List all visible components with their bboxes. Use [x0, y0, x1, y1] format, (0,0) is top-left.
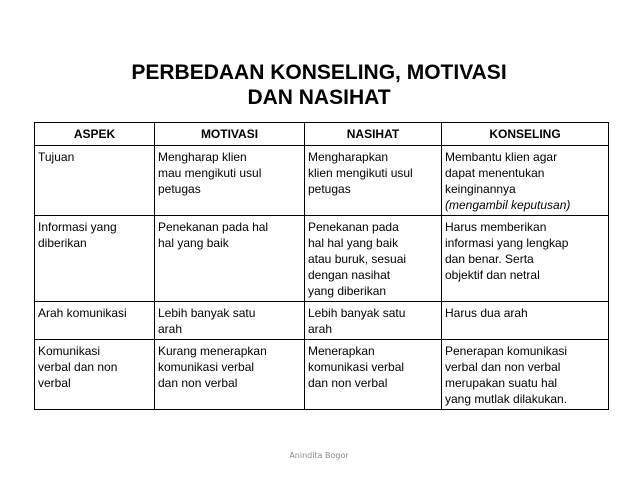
table-cell-nasihat [305, 302, 442, 340]
table-cell-aspek [35, 146, 155, 216]
cell-line: Informasi yang [38, 220, 117, 234]
table-row [35, 302, 609, 340]
table-cell-nasihat [305, 340, 442, 410]
table-cell-konseling [442, 340, 609, 410]
cell-line-italic: (mengambil keputusan) [445, 198, 571, 212]
cell-line: atau buruk, sesuai [308, 252, 407, 266]
cell-line: keinginannya [445, 182, 516, 196]
cell-line: petugas [308, 182, 351, 196]
table-row [35, 216, 609, 302]
cell-line: Penerapan komunikasi [445, 344, 568, 358]
cell-line: Membantu klien agar [445, 150, 558, 164]
cell-line: hal yang baik [158, 236, 229, 250]
header-konseling: KONSELING [442, 123, 609, 146]
cell-line: komunikasi verbal [308, 360, 405, 374]
cell-line: Mengharapkan [308, 150, 389, 164]
cell-line: yang mutlak dilakukan. [445, 392, 568, 406]
footer-author: Anindita Bogor [289, 451, 349, 460]
cell-line: Arah komunikasi [38, 306, 127, 320]
cell-line: Penekanan pada [308, 220, 399, 234]
cell-line: Kurang menerapkan [158, 344, 267, 358]
cell-line: mau mengikuti usul [158, 166, 262, 180]
title-line-1: PERBEDAAN KONSELING, MOTIVASI [131, 61, 507, 84]
table-header-row [35, 123, 609, 146]
cell-line: Lebih banyak satu [308, 306, 406, 320]
cell-line: verbal [38, 376, 71, 390]
table-cell-motivasi [155, 340, 305, 410]
table-cell-konseling [442, 146, 609, 216]
cell-line: Tujuan [38, 150, 75, 164]
cell-line: yang diberikan [308, 284, 387, 298]
cell-line: dan benar. Serta [445, 252, 534, 266]
cell-line: merupakan suatu hal [445, 376, 558, 390]
cell-line: arah [308, 322, 333, 336]
table-cell-motivasi [155, 302, 305, 340]
table-cell-konseling [442, 302, 609, 340]
cell-line: Harus dua arah [445, 306, 528, 320]
cell-line: komunikasi verbal [158, 360, 255, 374]
table-cell-motivasi [155, 146, 305, 216]
cell-line: Lebih banyak satu [158, 306, 256, 320]
cell-line: dengan nasihat [308, 268, 391, 282]
cell-line: Menerapkan [308, 344, 375, 358]
title-line-2: DAN NASIHAT [247, 86, 391, 109]
header-nasihat: NASIHAT [305, 123, 442, 146]
table-cell-motivasi [155, 216, 305, 302]
table-cell-nasihat [305, 146, 442, 216]
cell-line: dan non verbal [158, 376, 238, 390]
cell-line: diberikan [38, 236, 87, 250]
header-aspek: ASPEK [35, 123, 155, 146]
cell-line: Penekanan pada hal [158, 220, 269, 234]
cell-line: hal hal yang baik [308, 236, 399, 250]
cell-line: Komunikasi [38, 344, 101, 358]
comparison-table [34, 122, 609, 410]
table-row [35, 340, 609, 410]
cell-line: Harus memberikan [445, 220, 547, 234]
table-cell-aspek [35, 302, 155, 340]
page-title [0, 60, 638, 110]
table-row [35, 146, 609, 216]
cell-line: verbal dan non verbal [445, 360, 561, 374]
cell-line: arah [158, 322, 183, 336]
table-cell-konseling [442, 216, 609, 302]
table-cell-aspek [35, 216, 155, 302]
cell-line: klien mengikuti usul [308, 166, 413, 180]
header-motivasi: MOTIVASI [155, 123, 305, 146]
cell-line: objektif dan netral [445, 268, 540, 282]
table-cell-nasihat [305, 216, 442, 302]
cell-line: Mengharap klien [158, 150, 247, 164]
cell-line: informasi yang lengkap [445, 236, 569, 250]
cell-line: verbal dan non [38, 360, 118, 374]
cell-line: dan non verbal [308, 376, 388, 390]
cell-line: petugas [158, 182, 201, 196]
table-cell-aspek [35, 340, 155, 410]
cell-line: dapat menentukan [445, 166, 545, 180]
